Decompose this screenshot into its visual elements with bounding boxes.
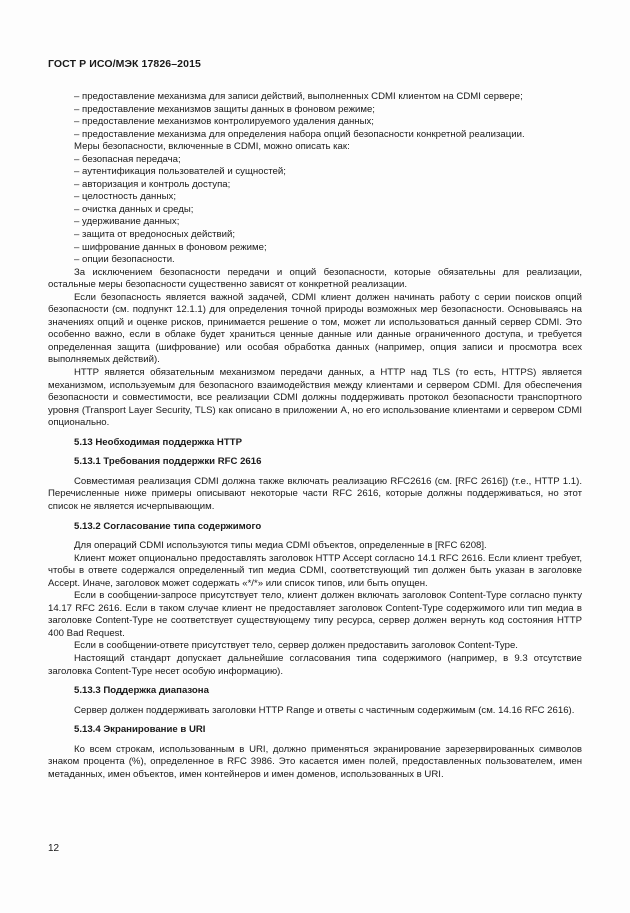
section-heading: 5.13.1 Требования поддержки RFC 2616 bbox=[74, 456, 262, 468]
paragraph: Клиент может опционально предоставлять заголовок HTTP Accept согласно 14.1 RFC 2616. Если клиент требует, чтобы в ответе содержался определенный тип медиа CDMI, соответствующий тип должен быть указан в заголовке Accept. Иначе, заголовок может содержать «*/*» или список типов, или быть опущен. bbox=[48, 552, 582, 589]
list-item: – очистка данных и среды; bbox=[74, 203, 194, 215]
list-item: – авторизация и контроль доступа; bbox=[74, 178, 231, 190]
paragraph: Для операций CDMI используются типы медиа CDMI объектов, определенные в [RFC 6208]. bbox=[74, 540, 487, 552]
paragraph: Сервер должен поддерживать заголовки HTTP Range и ответы с частичным содержимым (см. 14.16 RFC 2616). bbox=[74, 704, 575, 716]
list-item: – защита от вредоносных действий; bbox=[74, 229, 235, 241]
section-heading: 5.13.2 Согласование типа содержимого bbox=[74, 520, 262, 532]
paragraph: Если в сообщении-ответе присутствует тело, сервер должен предоставить заголовок Content-Type. bbox=[74, 640, 518, 652]
list-item: – предоставление механизмов защиты данных в фоновом режиме; bbox=[74, 103, 375, 115]
list-item: – предоставление механизма для записи действий, выполненных CDMI клиентом на CDMI сервере; bbox=[74, 91, 523, 102]
list-item: – предоставление механизма для определения набора опций безопасности конкретной реализации. bbox=[74, 128, 525, 140]
list-item: – опции безопасности. bbox=[74, 254, 175, 266]
paragraph: Меры безопасности, включенные в CDMI, можно описать как: bbox=[74, 141, 350, 153]
paragraph: Совместимая реализация CDMI должна также включать реализацию RFC2616 (см. [RFC 2616]) (т.е., HTTP 1.1). Перечисленные ниже примеры описывают некоторые части RFC 2616, которые должны поддерживаться, но этот список не является исчерпывающим. bbox=[48, 475, 582, 512]
paragraph: HTTP является обязательным механизмом передачи данных, а HTTP над TLS (то есть, HTTPS) является механизмом, используемым для безопасного взаимодействия между клиентами и сервером CDMI. Для обеспечения безопасности и совместимости, все реализации CDMI должны поддерживать протокол безопасности транспортного уровня (Transport Layer Security, TLS) как описано в приложении А, но его использование клиентами и сервером CDMI опционально. bbox=[48, 367, 582, 429]
list-item: – безопасная передача; bbox=[74, 153, 181, 165]
paragraph: Если безопасность является важной задачей, CDMI клиент должен начинать работу с серии поисков опций безопасности (см. подпункт 12.1.1) для определения точной природы возможных мер безопасности. Основываясь на значениях опций и оценке рисков, принимается решение о том, может ли использоваться данный сервер CDMI. Это особенно важно, если в облаке будет храниться ценные данные или данные ограниченного доступа, и требуется определенная защита (шифрование) или особая обработка данных (например, опция записи и просмотра всех выполняемых действий). bbox=[48, 291, 582, 366]
paragraph: За исключением безопасности передачи и опций безопасности, которые обязательны для реализации, остальные меры безопасности существенно зависят от конкретной реализации. bbox=[48, 266, 582, 291]
section-heading: 5.13 Необходимая поддержка HTTP bbox=[74, 436, 242, 448]
page-number: 12 bbox=[48, 843, 60, 854]
section-heading: 5.13.3 Поддержка диапазона bbox=[74, 685, 209, 697]
list-item: – предоставление механизмов контролируемого удаления данных; bbox=[74, 116, 374, 128]
list-item: – целостность данных; bbox=[74, 191, 177, 203]
document-header: ГОСТ Р ИСО/МЭК 17826–2015 bbox=[48, 58, 201, 70]
paragraph: Если в сообщении-запросе присутствует тело, клиент должен включать заголовок Content-Type согласно пункту 14.17 RFC 2616. Если в таком случае клиент не предоставляет заголовок Content-Type содержимого или тип медиа в заголовке Content-Type не соответствует существующему типу ресурса, сервер должен вернуть код состояния HTTP 400 Bad Request. bbox=[48, 590, 582, 639]
section-heading: 5.13.4 Экранирование в URI bbox=[74, 724, 206, 736]
list-item: – удерживание данных; bbox=[74, 216, 180, 228]
paragraph: Настоящий стандарт допускает дальнейшие согласования типа содержимого (например, в 9.3 отсутствие заголовка Content-Type несет особую информацию). bbox=[48, 652, 582, 677]
paragraph: Ко всем строкам, использованным в URI, должно применяться экранирование зарезервированных символов знаком процента (%), определенное в RFC 3986. Это касается имен полей, предоставленных пользователем, имен метаданных, имен объектов, имен контейнеров и имен доменов, использованных в URI. bbox=[48, 743, 582, 780]
list-item: – шифрование данных в фоновом режиме; bbox=[74, 241, 267, 253]
document-body bbox=[48, 91, 582, 781]
list-item: – аутентификация пользователей и сущностей; bbox=[74, 166, 286, 178]
